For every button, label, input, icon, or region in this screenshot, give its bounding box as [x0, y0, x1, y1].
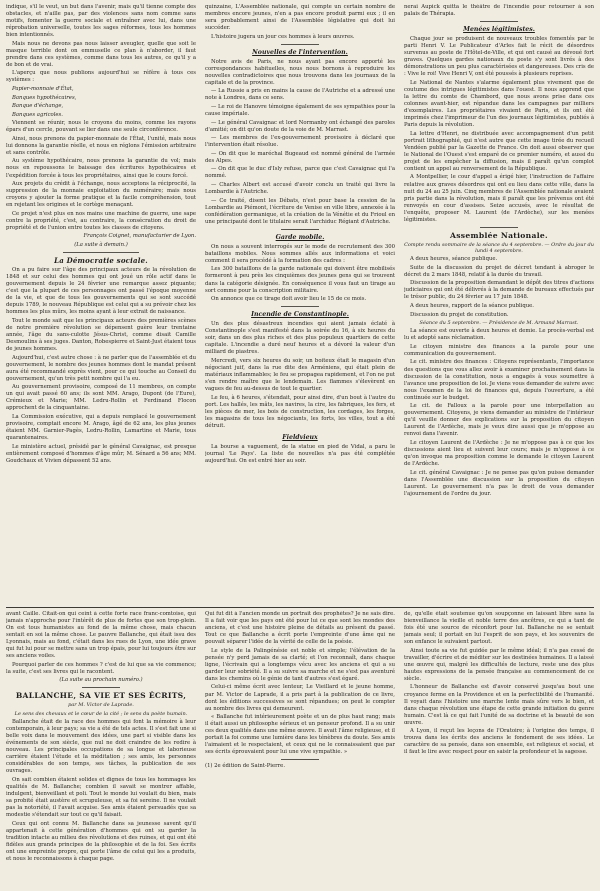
paragraph: L'honneur de Ballanche est d'avoir conservé jusqu'au bout une croyance ferme en la Providence et en la perfectibilité de l'humanité. Il voyait dans l'histoire une marche lente mais sûre vers le bien, et dans chaque révolution une étape de cette grande initiation du genre humain. C'est là ce qui fait l'unité de sa doctrine et la beauté de son œuvre.	[404, 684, 594, 726]
top-column-3	[404, 4, 594, 604]
paragraph: A deux heures, séance publique.	[410, 256, 498, 263]
paragraph: Le citoyen Laurent de l'Ardèche : Je ne m'oppose pas à ce que les discussions aient lieu et suivent leur cours; mais je m'oppose à ce qu'on invoque ma proposition comme le demande le citoyen Laurent de l'Ardèche.	[404, 440, 594, 468]
paragraph: Ainsi, nous prenons du papier-monnaie de l'État, l'unité, mais nous lui donnons la garantie réelle, et nous en réglons l'émission arbitraire et sans contrôle.	[6, 135, 196, 156]
paragraph: Pourquoi parler de ces hommes ? c'est de lui que sa vie commence; la suite, c'est ses livres qui le racontent.	[6, 661, 196, 675]
paragraph: Le feu, à 6 heures, s'étendait, pour ainsi dire, d'un bout à l'autre du port. Les hallés, les mâts, les navires, la cire, les fabriques, les fers, et les pièces de mer, les bois de construction, les cordages, les forges, les magasins de tous les négociants, les forts, les villes, tout a été détruit.	[205, 394, 395, 429]
bottom-column-2	[205, 611, 395, 889]
section-divider	[281, 229, 319, 230]
paragraph: Un des plus désastreux incendies qui aient jamais éclaté à Constantinople s'est manifesté dans la soirée du 16, à six heures du soir, dans un des plus riches et des plus populeux quartiers de cette capitale. L'incendie a duré neuf heures et a dévoré la valeur d'un milliard de piastres.	[205, 321, 395, 356]
article-signature: François Coignet, manufacturier de Lyon.	[83, 233, 196, 240]
paragraph: Qui fut dit à l'ancien monde un portrait des prophètes? Je ne sais dire. Il a fait voir que les pays ont été pour lui ce que sont les mondes des anciens, et c'est une histoire pleine de détails au présent du passé. Tout ce que Ballanche a écrit porte l'empreinte d'une âme qui ne pouvait séparer l'idée de la vérité de celle de la poésie.	[205, 611, 395, 646]
continued-note: (La suite à demain.)	[74, 241, 128, 248]
paragraph: Le style de la Palingénésie est noble et simple; l'élévation de la pensée n'y perd jamais de sa clarté; et l'on reconnaît, dans chaque ligne, l'écrivain qui a longtemps vécu avec les anciens et qui a su garder leur sobriété. Il a su suivre sa marche et ne s'est pas aventuré dans les chemins où le génie de tant d'autres s'est égaré.	[205, 647, 395, 682]
paragraph: Celui-ci même écrit avec lenteur, Le Vieillard et le jeune homme, par M. Victor de Laprade, il a pris part à la publication de ce livre, dont les éditions successives se sont répandues; on peut le compter au nombre des livres qui demeurent.	[205, 684, 395, 712]
paragraph: Tout le monde sait que les principaux acteurs des premières scènes de notre première révolution se dépensent guère leur trentaine année, l'âge du sans-culotte Jésus-Christ, comme disait Camille Desmoulins à ses juges. Danton, Robespierre et Saint-Just étaient tous de jeunes hommes.	[6, 317, 196, 353]
section-divider	[63, 252, 139, 253]
paragraph: Discussion de la proposition demandant le dépôt des titres d'actions judiciaires qui ont été délivrés à la demande de bureaux effectués par le trésor public, du 24 février au 17 juin 1848.	[404, 280, 594, 301]
section-divider	[82, 687, 120, 688]
footnote: (1) 2e édition de Saint-Pierre.	[205, 763, 285, 770]
top-section	[6, 4, 594, 604]
paragraph: Le cit. ministre des finances : Citoyens représentants, l'importance des questions que vous allez avoir à examiner prochainement dans la discussion de la constitution, nous a engagés à vous soumettre à l'avance une proposition de loi. Je viens vous demander de suivre avec nous l'examen de la loi de finances qui, depuis l'ouverture, a été continuée sur le budget.	[404, 359, 594, 401]
paragraph: Mercredi, vers six heures du soir, un boiteux était le magasin d'un négociant juif, dans la rue dite des Arméniens, qui était plein de matériaux inflammables; le feu se propagea rapidement, et l'on ne put s'en rendre maître que le lendemain. Les flammes s'élevèrent en vagues de feu au-dessus de tout le quartier.	[205, 357, 395, 393]
list-item: Banques hypothécaires,	[12, 94, 77, 101]
paragraph: On annonce que ce tirage doit avoir lieu le 15 de ce mois.	[211, 296, 367, 303]
paragraph: Au gouvernement provisoire, composé de 11 membres, on compte un qui avait passé 60 ans; ils sont MM. Arago, Dupont (de l'Eure), Crémieux et Marie; MM. Ledru-Rollin et Ferdinand Flocon approchent de la cinquantaine.	[6, 384, 196, 412]
paragraph: indique, s'il le veut, un but dans l'avenir, mais qu'il tienne compte des obstacles, et n'aille pas, par des violences sans nom comme sans motifs, fomenter la guerre sociale et entraîner avec lui, dans une réprobation universelle, toutes les sages réformes, tous les hommes bien intentionnés.	[6, 4, 196, 39]
paragraph: Le citoyen ministre des finances a la parole pour une communication du gouvernement.	[404, 343, 594, 357]
paragraph: — On dit que le maréchal Bugeaud est nommé général de l'armée des Alpes.	[205, 150, 395, 164]
section-heading: Assemblée Nationale.	[450, 230, 548, 240]
feuilleton-section	[6, 607, 594, 889]
paragraph: nerai Aupick quitta le théâtre de l'incendie pour retourner à son palais de Thérapia.	[404, 4, 594, 18]
paragraph: Le ministère actuel, présidé par le général Cavaignac, est presque entièrement composé d'hommes d'âge mûr; M. Sénard a 56 ans; MM. Goudchaux et Vivien dépassent 52 ans.	[6, 443, 196, 464]
section-divider	[480, 227, 518, 228]
paragraph: — Le roi de Hanovre témoigne également de ses sympathies pour la cause impériale.	[205, 104, 395, 118]
paragraph: de, qu'elle était soutenue qu'on soupçonne en laissant libre sans la bienveillance la vieille et noble terre des ancêtres, ce qui a tant de fois été une source de réconfort pour lui. Ballanche ne se sentait jamais seul; il portait en lui l'esprit de son pays, et les souvenirs de son enfance le suivaient partout.	[404, 611, 594, 646]
paragraph: A Montpellier, le cour d'appel a érigé hier, l'instruction de l'affaire relative aux graves désordres qui ont eu lieu dans cette ville, dans la nuit du 24 au 25 juin. Cinq membres de l'Assemblée nationale avaient pris partie dans la révolution, mais il paraît que les prévenus ont été renvoyés en cour d'assises. Seize accusés, avec le résultat de l'enquête, proposer M. Laurent (de l'Ardèche), sur les menées légitimistes.	[404, 174, 594, 223]
paragraph: On a pu faire sur l'âge des principaux acteurs de la révolution de 1848 et sur celui des hommes qui ont joué un rôle actif dans le gouvernement depuis le 24 février une remarque assez piquante; c'est que la plupart de ces personnages ont passé l'époque moyenne de la vie, et que de tous les gouvernements qui se sont succédé depuis 1789, le nouveau République est celui qui a su prévoir chez les hommes les plus mûrs, les moins ayant à leur extrait de naissance.	[6, 267, 196, 316]
paragraph: Ceux qui ont connu M. Ballanche dans sa jeunesse savent qu'il appartenait à cette génération d'hommes qui ont su garder la tradition intacte au milieu des révolutions et des ruines, et qui ont été fidèles aux grands principes de la philosophie et de la foi. Ses écrits ont une empreinte propre, qui porte l'âme de celui qui les a produits, et nous le reconnaissons à chaque page.	[6, 820, 196, 862]
paragraph: L'aperçu que nous publions aujourd'hui se réfère à tous ces systèmes :	[6, 70, 196, 84]
paragraph: Suite de la discussion du projet de décret tendant à abroger le décret du 2 mars 1848, relatif à la durée du travail.	[404, 264, 594, 278]
section-heading: Fieldvieux	[282, 433, 318, 441]
section-divider	[480, 21, 518, 22]
top-column-1	[6, 4, 196, 604]
paragraph: quinzaine, L'Assemblée nationale, qui compte un certain nombre de membres encore jeunes, n'en a pas encore produit parmi eux ; il en sera probablement ainsi de l'Assemblée législative qui doit lui succéder.	[205, 4, 395, 32]
feuilleton-author: par M. Victor de Laprade.	[68, 702, 134, 709]
top-column-2	[205, 4, 395, 604]
section-heading: Garde mobile.	[275, 233, 325, 241]
continued-note: (La suite au prochain numéro.)	[59, 677, 143, 684]
paragraph: La bourse a vaguement, de la statue en pied de Vidal, a paru le journal 'Le Pays'. La liste de nouvelles n'a pas été complétée aujourd'hui. On est entré hier au soir.	[205, 443, 395, 464]
paragraph: Mais nous ne devons pas nous laisser aveugler, quelle que soit le masque terrible dont on emmuselle ce plan à n'aborder, il faut prendre dans ces systèmes, comme dans tous les autres, ce qu'il y a de bon et de vrai.	[6, 40, 196, 68]
paragraph: La lettre d'Henri, ne distribuée avec accompagnement d'un petit portrait lithographié, qui n'est autre que cette image tirée du recueil Vendéen publié par la Gazette de France. On doit aussi observer que le National de l'Ouest s'est emparé de ce premier numéro, et aussi du projet de les empêcher la diffusion, mais il paraît qu'un complot contient un appel au renversement de la République.	[404, 130, 594, 172]
section-heading: Incendie de Constantinople.	[251, 311, 349, 319]
paragraph: Aux projets du crédit à l'échange, nous acceptons la réciprocité, la suppression de la monnaie exploitation du numéraire; mais nous croyons y ajouter la forme pratique et la facile compréhension, tout en rejetant les origines et le cortège menaçant.	[6, 181, 196, 209]
paragraph: Au système hypothécaire, nous prenons la garantie du vol; mais nous en repoussons le baissage des écritures hypothécaires et l'expédition forcée à tous les propriétaires, ainsi que le cours forcé.	[6, 158, 196, 179]
paragraph: La Commission exécutive, qui a depuis remplacé le gouvernement provisoire, comptait encore M. Arago, âgé de 62 ans, les plus jeunes étaient MM. Garnier-Pagès, Ledru-Rollin, Lamartine et Marie, tous quarantenaires.	[6, 413, 196, 442]
section-divider	[281, 44, 319, 45]
section-heading: La Démocratie sociale.	[54, 256, 148, 265]
paragraph: — Les membres de l'ex-gouvernement provisoire à déclaré que l'intervention était résolue.	[205, 135, 395, 149]
paragraph: Aujourd'hui, c'est autre chose : à ne parler que de l'assemblée et du gouvernement, le nombre des jeunes hommes dont le mandat présent aura été recommandé exprès vient, pour ce qui touche au Conseil du gouvernement, qu'un très petit nombre qui l'a eu.	[6, 354, 196, 382]
paragraph: Ce projet n'est plus en nos mains une machine de guerre, une sape contre la propriété, c'est, au contraire, la consécration du droit de propriété et de l'union entre toutes les classes de citoyens.	[6, 210, 196, 231]
paragraph: Le cit. général Cavaignac : Je ne pense pas qu'on puisse demander dans l'Assemblée une discussion sur la proposition du citoyen Laurent. Le gouvernement n'a pas le droit de vous demander l'ajournement de l'ordre du jour.	[404, 469, 594, 497]
section-subheading: Compte rendu sommaire de la séance du 4 septembre. — Ordre du jour du lundi 4 septembre.	[404, 241, 594, 255]
paragraph: La séance est ouverte à deux heures et demie. Le procès-verbal est lu et adopté sans réclamation.	[404, 328, 594, 342]
paragraph: — Ce traité, disent les Débats, n'est pour base la cession de la Lombardie au Piémont, l'écriture de Venise en ville libre, annexée à la confédération germanique, et la création de la Vénétie et du Frioul en une principauté dont le titulaire serait l'archiduc Régiant d'Autriche.	[205, 197, 395, 225]
paragraph: Le cit. de Falloux a la parole pour une interpellation au gouvernement. Citoyens, je viens demander au ministre de l'intérieur qu'il veuille donner des explications sur la proposition du citoyen Laurent de l'Ardèche, mais je veux dire aussi que je m'oppose au renvoi dans l'avenir.	[404, 403, 594, 438]
list-item: Papier-monnaie d'État,	[12, 86, 74, 93]
paragraph: Les 300 bataillons de la garde nationale qui doivent être mobilisés formeront à peu près les cinquièmes des jeunes gens qui se trouvent dans la catégorie désignée. En conséquence il vous faut un tirage au sort comme pour la conscription militaire.	[205, 266, 395, 294]
bottom-column-1	[6, 611, 196, 889]
paragraph: — On dit que le duc d'Isly refuse, parce que c'est Cavaignac qui l'a nommé.	[205, 166, 395, 180]
col1-paragraphs	[6, 4, 196, 232]
list-item: Banque d'échange,	[12, 103, 64, 110]
section-subheading: Séance du 5 septembre. — Présidence de M. Armand Marrast.	[419, 320, 579, 327]
paragraph: On nous a souvent interrogés sur le mode de recrutement des 300 bataillons mobiles. Nous sommes allés aux informations et voici comment il sera procédé à la formation des cadres :	[205, 243, 395, 264]
list-item: Banques agricoles.	[12, 111, 63, 118]
footnote-divider	[281, 759, 319, 760]
paragraph: « Ballanche fut intérieurement poète et un de plus haut rang; mais il était aussi un philosophe sérieux et un penseur profond. Il a su unir ces deux qualités dans une même œuvre. Il avait l'âme religieuse, et il portait la foi comme une lumière dans les ténèbres du doute. Ses amis l'aimaient et le respectaient, et ceux qui ne le connaissaient que par ses écrits éprouvaient pour lui une vive sympathie. »	[205, 714, 395, 756]
section-divider	[281, 306, 319, 307]
paragraph: Le National de Nantes s'alarme également plus vivement que de coutume des intrigues légitimistes dans l'ouest. Il nous apprend que la lettre du comte de Chambord, que nous avons prise dans ces colonnes avant-hier, est répandue dans les campagnes par milliers d'exemplaires. Les propriétaires vivaient de Paris, et ils ont été imprimés chez l'imprimeur de l'un des journaux légitimistes, publiés à Paris depuis la révolution.	[404, 79, 594, 129]
paragraph: A Lyon, il reçut les leçons de l'Oratoire; à l'origine des temps, il trouva dans les écrits des anciens le fondement de ses idées. Le caractère de sa pensée, dans son ensemble, est religieux et social, et il faut le lire avec respect pour en saisir la profondeur et la sagesse.	[404, 728, 594, 756]
paragraph: A deux heures, rapport de la séance publique.	[410, 303, 534, 309]
feuilleton-epigraph: Le sens des chevaux et le cœur de la cité ; le sens du poète humain.	[14, 710, 188, 717]
paragraph: L'histoire jugera un jour ces hommes à leurs œuvres.	[211, 33, 355, 40]
section-heading: Nouvelles de l'intervention.	[252, 48, 348, 56]
paragraph: — Charles Albert est accusé d'avoir conclu un traité qui livre la Lombardie à l'Autriche.	[205, 181, 395, 196]
paragraph: Ainsi toute sa vie fut guidée par le même idéal; il n'a pas cessé de travailler, d'écrire et de méditer sur les destinées humaines. Il a laissé une œuvre qui, malgré les difficultés de lecture, reste une des plus hautes expressions de la pensée française au commencement de ce siècle.	[404, 647, 594, 682]
paragraph: Chaque jour se produisent de nouveaux troubles fomentés par le parti Henri V. Le Publicateur d'Arles fait le récit de désordres survenus au poste de l'Hôtel-de-Ville, et qui ont causé au dévoué fort graves. Quelques gardes nationaux du poste s'y sont livrés à des démonstrations un peu plus caractérisées et dangereuses. Des cris de : Vive le roi! Vive Henri V, ont été poussés à plusieurs reprises.	[404, 36, 594, 78]
paragraph: On sait combien étaient solides et dignes de tous les hommages les qualités de M. Ballanche; combien il savait se montrer affable, indulgent, bienveillant et poli. Tout le monde lui voulait du bien, mais sa probité était austère et scrupuleuse, et sa foi sereine. Il ne voulait pas la notoriété, il l'avait acquise. Ses amis étaient persuadés que sa modestie s'étendait sur tout ce qu'il faisait.	[6, 776, 196, 818]
paragraph: Viennent se réunir, nous le croyons du moins, comme les rayons épars d'un cercle, pouvant se lier dans une seule circonférence.	[6, 120, 196, 134]
paragraph: Discussion du projet de constitution.	[410, 311, 509, 318]
paragraph: — Le général Cavaignac et lord Normanby ont échangé des paroles d'amitié; on dit qu'on doute de la voie de M. Marrast.	[205, 119, 395, 133]
paragraph: avant Caille. Citait-on qui ceint à cette forte race franc-comtoise, qui jamais n'approche pour l'intérêt de plus de fortes que son trop-plein. On est tous humanistes au fond de la même chose, mais chacun sentait en soi la même chose. Le pauvre Ballanche, qui était issu des Lyonnais, mais au fond, c'était dans les rues de Lyon, une idée grave qui fut lui pour se mettre sans un trop épais, pour lui toujours être sur ses anciens voiles.	[6, 611, 196, 660]
section-heading: Menées légitimistes.	[463, 26, 535, 34]
feuilleton-title: BALLANCHE, SA VIE ET SES ÉCRITS,	[15, 691, 187, 701]
bottom-column-3	[404, 611, 594, 889]
paragraph: Ballanche était de la race des hommes qui font la mémoire à leur contemporain, à leur pays; sa vie a été de tels actes. Il s'est fait une si belle voix dans le mouvement des idées, une part si visible dans les événements de son siècle, que nul ne doit craindre de les redire à nouveau. Les principales occupations de sa longue et laborieuse carrière étaient l'étude et la méditation ; ses amis, les personnes considérables de son temps, ses tâches, la publication de ses ouvrages.	[6, 718, 196, 775]
paragraph: — La Russie a pris en mains la cause de l'Autriche et a adressé une note à Londres, dans ce sens.	[205, 88, 395, 102]
paragraph: Notre avis de Paris, ne nous ayant pas encore apporté les correspondances habituelles, nous nous bornons à reproduire les nouvelles contradictoires que nous trouvons dans les journaux de la capitale et de la province.	[205, 58, 395, 86]
